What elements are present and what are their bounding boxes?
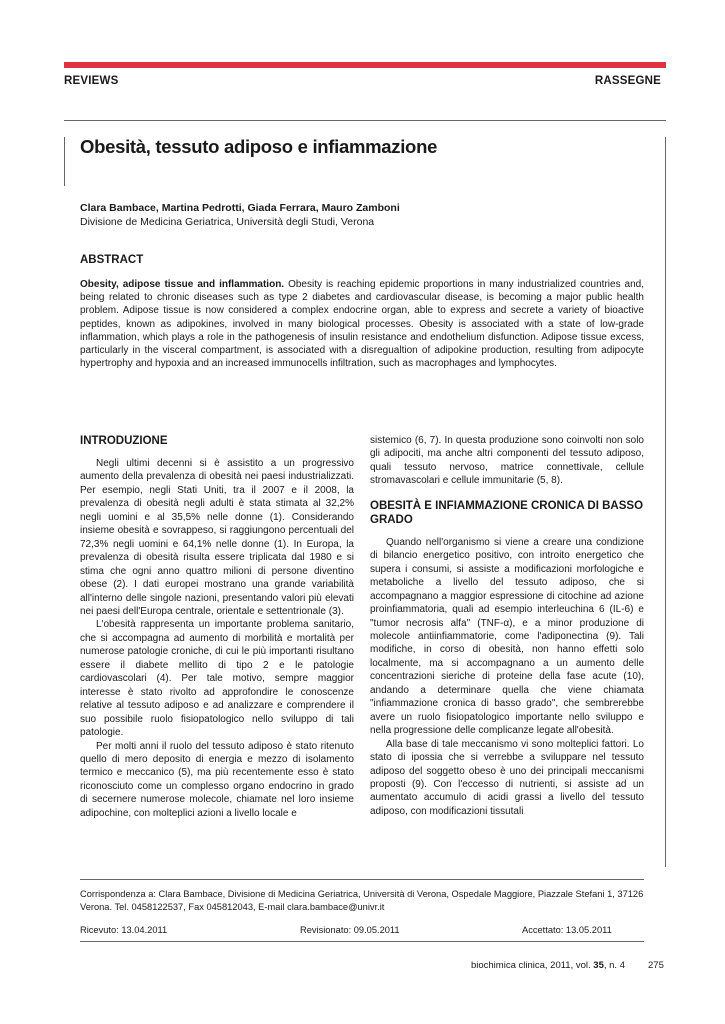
paragraph: Negli ultimi decenni si è assistito a un progressivo aumento della prevalenza di obesità nei paesi industrializzati. Per esempio, negli Stati Uniti, tra il 2007 e il 2008, la prevalenza di obesità negli adulti è stata stimata al 32,2% negli uomini e al 35,5% nelle donne (1). Considerando insieme obesità e sovrappeso, si raggiungono percentuali del 72,3% negli uomini e 64,1% nelle donne (1). In Europa, la prevalenza di obesità risulta essere triplicata dal 1980 e si stima che ogni anno quattro milioni di persone diventino obese (2). I dati europei mostrano una grande variabilità all'interno delle singole nazioni, presentando valori più elevati nei paesi dell'Europa centrale, orientale e settentrionale (3). [80,458,354,617]
paragraph: Per molti anni il ruolo del tessuto adiposo è stato ritenuto quello di mero deposito di energia e mezzo di isolamento termico e meccanico (5), ma più recentemente esso è stato riconosciuto come un complesso organo endocrino in grado di secernere numerose molecole, chiamate nel loro insieme adipochine, con molteplici azioni a livello locale e [80,740,354,819]
paragraph: L'obesità rappresenta un importante problema sanitario, che si accompagna ad aumento di morbilità e mortalità per numerose patologie croniche, di cui le più importanti risultano essere il diabete mellito di tipo 2 e le patologie cardiovascolari (4). Per tale motivo, sempre maggior interesse è stato rivolto ad approfondire le conoscenze relative al tessuto adiposo e ad analizzare e comprendere il suo possibile ruolo fisiopatologico nello sviluppo di tali patologie. [80,619,354,739]
header-rule [64,120,666,121]
right-column [370,434,644,818]
abstract-text [80,278,644,370]
title-side-rule [64,137,65,186]
right-margin-rule [665,137,666,867]
date-accepted: Accettato: 13.05.2011 [522,925,612,935]
article-title: Obesità, tessuto adiposo e infiammazione [80,136,438,157]
left-column [80,434,354,820]
date-received: Ricevuto: 13.04.2011 [80,925,168,935]
dates-rule [80,941,644,942]
section-heading-obesita-infiammazione: OBESITÀ E INFIAMMAZIONE CRONICA DI BASSO GRADO [370,499,644,526]
abstract-body: Obesity is reaching epidemic proportions in many industrialized countries and, being related to chronic diseases such as type 2 diabetes and cardiovascular disease, is becoming a major public health problem. Adipose tissue is now considered a complex endocrine organ, able to express and secrete a variety of bioactive peptides, known as adipokines, involved in many biological processes. Obesity is associated with a state of low-grade inflammation, which plays a role in the pathogenesis of insulin resistance and endothelium disfunction. Adipose tissue excess, particularly in the visceral compartment, is associated with a disregualtion of adipokine production, resulting from adipocyte hypertrophy and hypoxia and an increased immunocells infiltration, such as macrophages and lymphocytes. [80,279,645,370]
article-affiliation: Divisione de Medicina Geriatrica, Università degli Studi, Verona [80,216,375,228]
abstract-lead: Obesity, adipose tissue and inflammation. [80,279,285,290]
date-revised: Revisionato: 09.05.2011 [300,925,400,935]
section-heading-introduzione: INTRODUZIONE [80,435,168,447]
journal-suffix: , n. 4 [603,960,625,971]
correspondence-note: Corrispondenza a: Clara Bambace, Divisione di Medicina Geriatrica, Università di Verona, Ospedale Maggiore, Piazzale Stefani 1, 37126 Verona. Tel. 0458122537, Fax 045812043, E-mail clara.bambace@univr.it [80,889,644,912]
journal-citation [471,960,625,971]
journal-volume: 35 [593,960,604,971]
paragraph: Alla base di tale meccanismo vi sono molteplici fattori. Lo stato di ipossia che si verrebbe a sviluppare nel tessuto adiposo del soggetto obeso è uno dei principali meccanismi proposti (9). Con l'eccesso di nutrienti, si assiste ad un aumentato accumulo di acidi grassi a livello del tessuto adiposo, con modificazioni tissutali [370,738,644,817]
footer-rule [80,879,644,880]
paragraph: Quando nell'organismo si viene a creare una condizione di bilancio energetico positivo, con introito energetico che supera i consumi, si assiste a modificazioni morfologiche e metaboliche a livello del tessuto adiposo, che si accompagnano a maggior espressione di citochine ad azione proinfiammatoria, quali ad esempio interleuchina 6 (IL-6) e "tumor necrosis alfa" (TNF-α), e a minor produzione di molecole antiinfiammatorie, come l'adiponectina (9). Tali modifiche, in corso di obesità, non hanno effetti solo localmente, ma si accompagnano a un aumento delle concentrazioni sieriche di proteine della fase acute (10), andando a determinare quella che viene chiamata "infiammazione cronica di basso grado", che sembrerebbe avere un ruolo fisiopatologico importante nello sviluppo e nella progressione delle complicanze legate all'obesità. [370,536,644,737]
section-label-reviews: REVIEWS [64,75,119,87]
section-label-rassegne: RASSEGNE [594,75,661,87]
journal-prefix: biochimica clinica, 2011, vol. [470,960,591,971]
paragraph: sistemico (6, 7). In questa produzione sono coinvolti non solo gli adipociti, ma anche altri componenti del tessuto adiposo, quali tessuto nervoso, matrice connettivale, cellule stromavascolari e cellule immunitarie (5, 8). [370,435,644,487]
header-accent-bar [64,62,666,68]
article-authors: Clara Bambace, Martina Pedrotti, Giada Ferrara, Mauro Zamboni [80,202,400,214]
page-number: 275 [648,960,664,971]
abstract-heading: ABSTRACT [80,254,144,266]
